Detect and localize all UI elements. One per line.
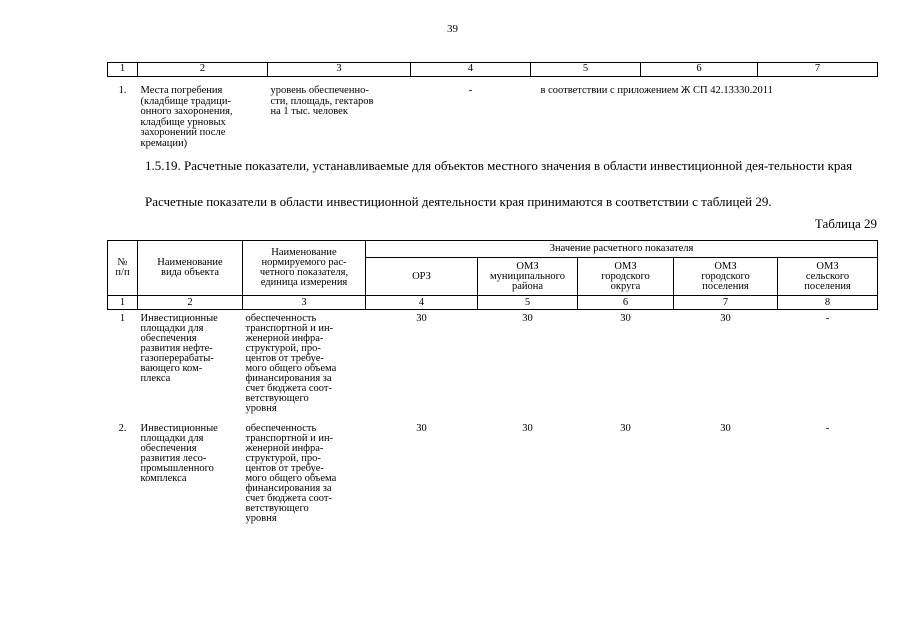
value-omz-city-district: 30 bbox=[620, 313, 631, 324]
table-column-numbers bbox=[108, 63, 878, 77]
column-number: 2 bbox=[138, 296, 243, 310]
row-number: 2. bbox=[118, 423, 127, 434]
table-caption: Таблица 29 bbox=[814, 216, 877, 231]
table-column-numbers bbox=[108, 296, 878, 310]
object-name: Инвестиционные площадки для обеспечения развития нефте- газоперерабаты- вающего ком- плекса bbox=[140, 313, 218, 384]
value-omz-rural-settlement: - bbox=[825, 313, 830, 324]
column-number: 4 bbox=[411, 63, 531, 77]
header-value-group: Значение расчетного показателя bbox=[366, 241, 878, 258]
table-row bbox=[108, 310, 878, 421]
table-row bbox=[108, 420, 878, 524]
indicator-name: уровень обеспеченно- сти, площадь, гектаров на 1 тыс. человек bbox=[270, 85, 374, 117]
value-omz-rural-settlement: - bbox=[825, 423, 830, 434]
header-omz-urban-settlement: ОМЗ городского поселения bbox=[674, 258, 778, 296]
header-indicator: Наименование нормируемого рас- четного показателя, единица измерения bbox=[243, 241, 366, 296]
object-name: Места погребения (кладбище традици- онного захоронения, кладбище урновых захоронений после кремации) bbox=[140, 85, 233, 149]
value-omz-urban-settlement: 30 bbox=[720, 423, 731, 434]
table-row bbox=[108, 77, 878, 150]
value-orz: 30 bbox=[416, 313, 427, 324]
column-number: 4 bbox=[366, 296, 478, 310]
column-number: 1 bbox=[108, 296, 138, 310]
header-omz-rural-settlement: ОМЗ сельского поселения bbox=[778, 258, 878, 296]
column-number: 1 bbox=[108, 63, 138, 77]
value-omz-city-district: 30 bbox=[620, 423, 631, 434]
indicator-name: обеспеченность транспортной и ин- женерной инфра- структурой, про- центов от требуе- мого общего объема финансирования за счет бюджета соот- ветствующего уровня bbox=[245, 313, 337, 414]
value-cell: - bbox=[468, 85, 473, 96]
column-number: 2 bbox=[138, 63, 268, 77]
column-number: 7 bbox=[674, 296, 778, 310]
header-orz: ОРЗ bbox=[366, 258, 478, 296]
row-number: 1 bbox=[119, 313, 126, 324]
column-number: 5 bbox=[531, 63, 641, 77]
column-number: 6 bbox=[641, 63, 758, 77]
page-number: 39 bbox=[447, 23, 458, 35]
value-cell: в соответствии с приложением Ж СП 42.13330.2011 bbox=[540, 85, 773, 96]
header-omz-municipal-district: ОМЗ муниципального района bbox=[478, 258, 578, 296]
table-continuation bbox=[107, 62, 878, 149]
header-omz-city-district: ОМЗ городского округа bbox=[578, 258, 674, 296]
column-number: 3 bbox=[243, 296, 366, 310]
indicator-name: обеспеченность транспортной и ин- женерной инфра- структурой, про- центов от требуе- мого общего объема финансирования за счет бюджета соот- ветствующего уровня bbox=[245, 423, 337, 524]
value-orz: 30 bbox=[416, 423, 427, 434]
column-number: 8 bbox=[778, 296, 878, 310]
value-omz-urban-settlement: 30 bbox=[720, 313, 731, 324]
column-number: 5 bbox=[478, 296, 578, 310]
table-header-row bbox=[108, 241, 878, 258]
header-object-name: Наименование вида объекта bbox=[138, 241, 243, 296]
row-number: 1. bbox=[118, 85, 127, 96]
value-omz-municipal-district: 30 bbox=[522, 313, 533, 324]
object-name: Инвестиционные площадки для обеспечения развития лесо- промышленного комплекса bbox=[140, 423, 218, 484]
body-paragraph: Расчетные показатели в области инвестиционной деятельности края принимаются в соответствии с таблицей 29. bbox=[145, 194, 772, 209]
header-num: № п/п bbox=[108, 241, 138, 296]
column-number: 3 bbox=[268, 63, 411, 77]
column-number: 7 bbox=[758, 63, 878, 77]
table-29 bbox=[107, 240, 878, 524]
column-number: 6 bbox=[578, 296, 674, 310]
section-heading-paragraph: 1.5.19. Расчетные показатели, устанавливаемые для объектов местного значения в области инвестиционной дея-тельности края bbox=[145, 158, 853, 173]
value-omz-municipal-district: 30 bbox=[522, 423, 533, 434]
